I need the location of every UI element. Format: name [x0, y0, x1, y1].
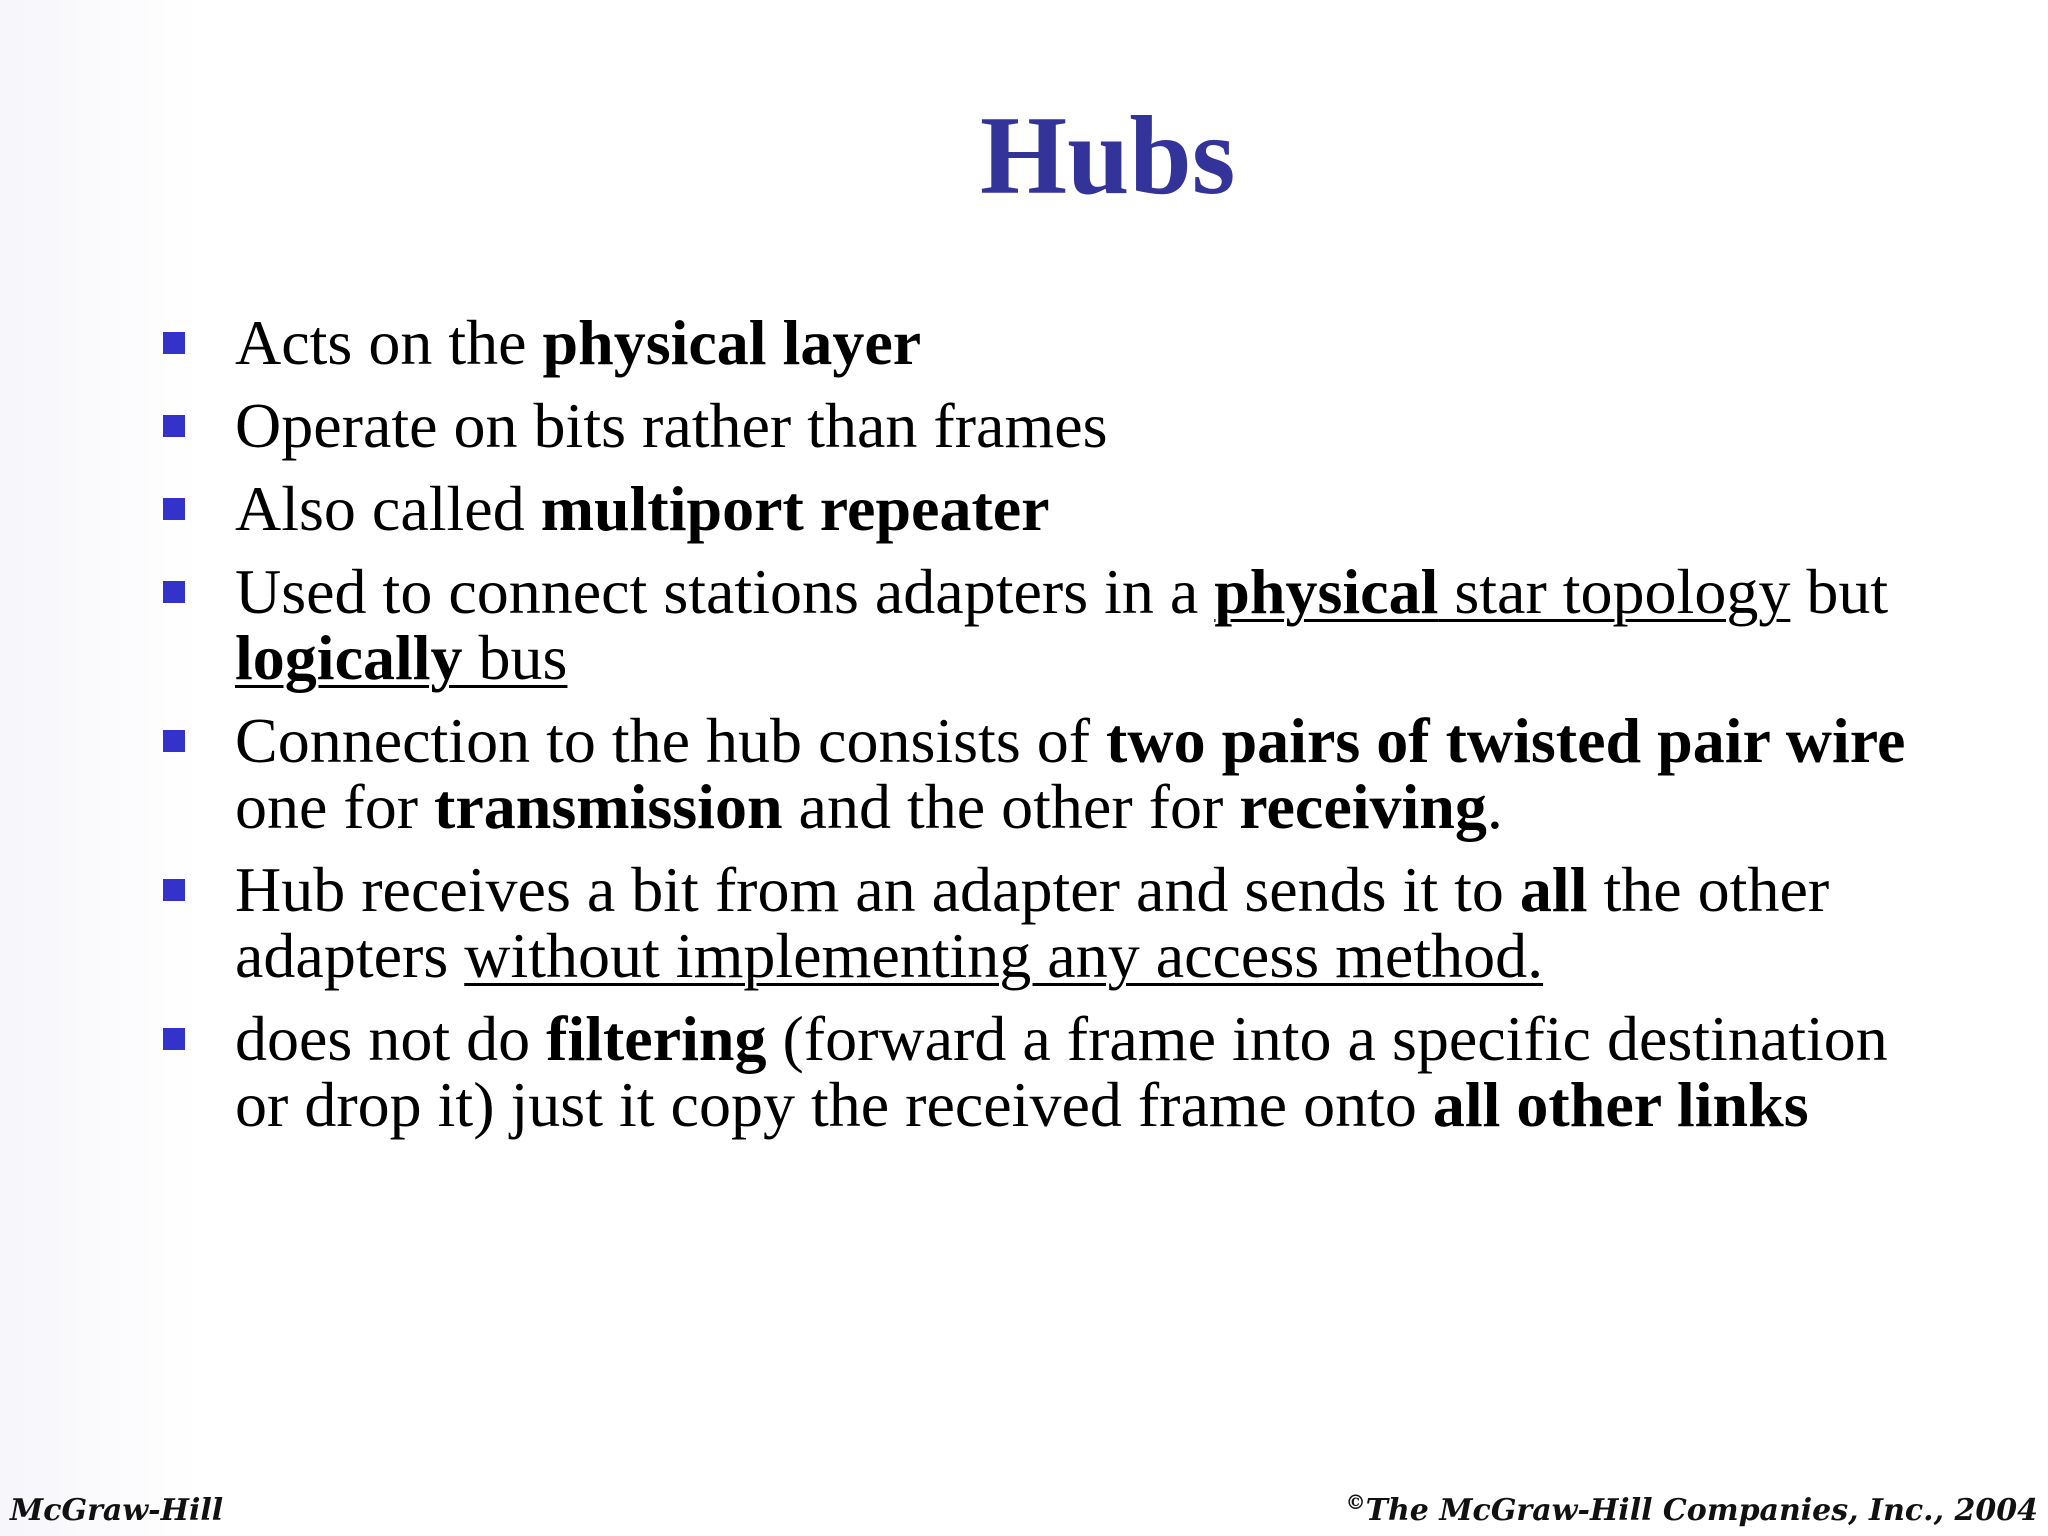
bullet-text-segment: all other links: [1432, 1069, 1809, 1140]
bullet-text-segment: the other adapters: [235, 854, 1830, 991]
bullet-text-segment: multiport repeater: [540, 473, 1050, 544]
bullet-text-segment: physical layer: [542, 307, 922, 378]
bullet-text-segment: without implementing any access method.: [464, 920, 1544, 991]
square-bullet-icon: [163, 581, 185, 603]
footer-copyright-text: The McGraw-Hill Companies, Inc., 2004: [1365, 1493, 2038, 1528]
square-bullet-icon: [163, 415, 185, 437]
bullet-item: [0, 307, 2048, 378]
bullet-text-segment: bus: [462, 622, 568, 693]
copyright-symbol: ©: [1345, 1490, 1366, 1514]
square-bullet-icon: [163, 332, 185, 354]
bullet-text-segment: physical: [1214, 556, 1439, 627]
bullet-text-segment: Operate on bits rather than frames: [235, 390, 1108, 461]
bullet-item: [0, 390, 2048, 461]
bullet-text-segment: Acts on the: [235, 307, 543, 378]
bullet-text-segment: and the other for: [782, 771, 1240, 842]
bullet-list: [0, 307, 2048, 1155]
square-bullet-icon: [163, 498, 185, 520]
square-bullet-icon: [163, 1028, 185, 1050]
bullet-text-segment: all: [1519, 854, 1588, 925]
bullet-item: [0, 556, 2048, 693]
bullet-item: [0, 1003, 2048, 1140]
footer-copyright: [1346, 1490, 2038, 1528]
bullet-text-segment: receiving: [1239, 771, 1487, 842]
bullet-text-segment: logically: [235, 622, 463, 693]
square-bullet-icon: [163, 879, 185, 901]
bullet-text-segment: transmission: [434, 771, 783, 842]
bullet-text-segment: Connection to the hub consists of: [235, 705, 1107, 776]
bullet-text-segment: but: [1790, 556, 1889, 627]
bullet-text-segment: filtering: [546, 1003, 767, 1074]
bullet-item: [0, 473, 2048, 544]
bullet-text-segment: .: [1486, 771, 1503, 842]
slide-title: Hubs: [980, 94, 1236, 218]
bullet-text-segment: Used to connect stations adapters in a: [235, 556, 1215, 627]
bullet-text-segment: (forward a frame into a specific destination or drop it) just it copy the received frame onto: [235, 1003, 1888, 1140]
bullet-text-segment: Hub receives a bit from an adapter and sends it to: [235, 854, 1520, 925]
bullet-text-segment: does not do: [235, 1003, 547, 1074]
square-bullet-icon: [163, 730, 185, 752]
footer-publisher: McGraw-Hill: [10, 1493, 224, 1528]
bullet-text-segment: one for: [235, 771, 435, 842]
bullet-item: [0, 705, 2048, 842]
bullet-item: [0, 854, 2048, 991]
bullet-text-segment: Also called: [235, 473, 541, 544]
bullet-text-segment: star topology: [1438, 556, 1791, 627]
bullet-text-segment: two pairs of twisted pair wire: [1106, 705, 1906, 776]
